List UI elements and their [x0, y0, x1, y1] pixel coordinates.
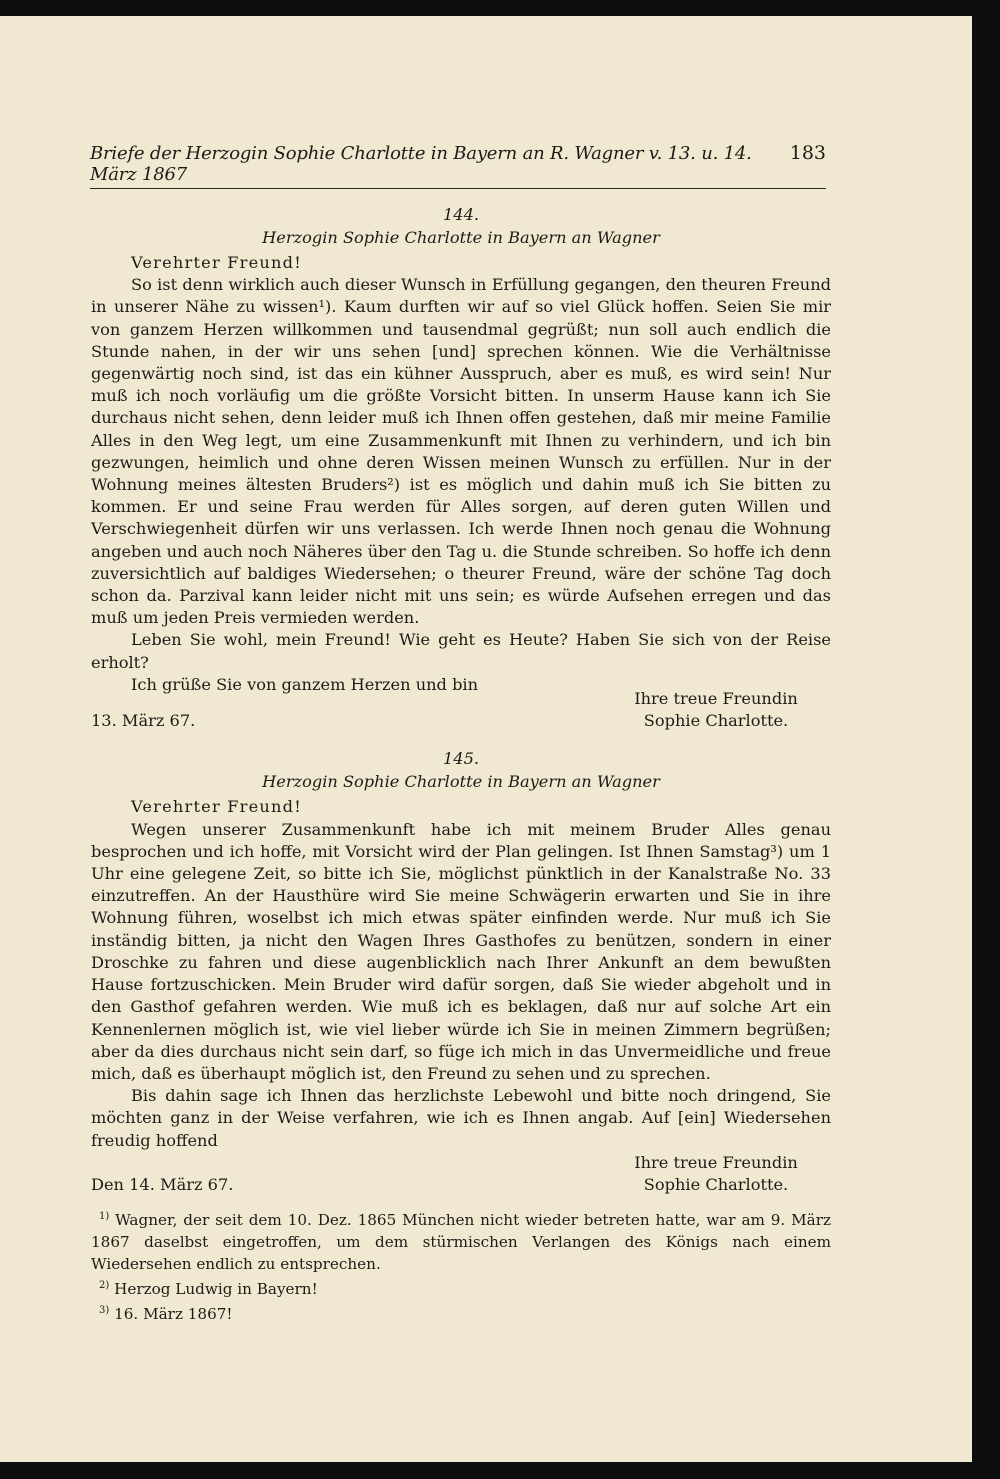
letter-body: Wegen unserer Zusammenkunft habe ich mit meinem Bruder Alles genau besprochen und ich hoffe, mit Vorsicht wird der Plan gelingen. Ist Ihnen Samstag³) um 1 Uhr eine gelegene Zeit, so bitte ich Sie, möglichst pünktlich in der Kanalstraße No. 33 einzutreffen. An der Hausthüre wird Sie meine Schwägerin erwarten und Sie in ihre Wohnung führen, woselbst ich mich etwas später einfinden werde. Nur muß ich Sie inständig bitten, ja nicht den Wagen Ihres Gasthofes zu benützen, sondern in einer Droschke zu fahren und diese augenblicklich nach Ihrer Ankunft an dem bewußten Hause fortzuschicken. Mein Bruder wird dafür sorgen, daß Sie wieder abgeholt und in den Gasthof gefahren werden. Wie muß ich es beklagen, daß nur auf solche Art ein Kennenlernen möglich ist, wie viel lieber würde ich Sie in meinen Zimmern begrüßen; aber da dies durchaus nicht sein darf, so füge ich mich in das Unvermeidliche und freue mich, daß es überhaupt möglich ist, den Freund zu sehen und zu sprechen.	[91, 819, 831, 1083]
footnote-mark: 1)	[99, 1211, 110, 1223]
letter-144	[91, 204, 831, 732]
letter-number: 145.	[442, 749, 480, 769]
letter-heading: Herzogin Sophie Charlotte in Bayern an Wagner	[262, 228, 660, 247]
letter-body: So ist denn wirklich auch dieser Wunsch in Erfüllung gegangen, den theuren Freund in unserer Nähe zu wissen¹). Kaum durften wir auf so viel Glück hoffen. Seien Sie mir von ganzem Herzen willkommen und tausendmal gegrüßt; nun soll auch endlich die Stunde nahen, in der wir uns sehen [und] sprechen können. Wie die Verhältnisse gegenwärtig noch sind, ist das ein kühner Ausspruch, aber es muß, es wird sein! Nur muß ich noch vorläufig um die größte Vorsicht bitten. In unserm Hause kann ich Sie durchaus nicht sehen, denn leider muß ich Ihnen offen gestehen, daß mir meine Familie Alles in den Weg legt, um eine Zusammenkunft mit Ihnen zu verhindern, und ich bin gezwungen, heimlich und ohne deren Wissen meinen Wunsch zu erfüllen. Nur in der Wohnung meines ältesten Bruders²) ist es möglich und dahin muß ich Sie bitten zu kommen. Er und seine Frau werden für Alles sorgen, auf deren guten Willen und Verschwiegenheit dürfen wir uns verlassen. Ich werde Ihnen noch genau die Wohnung angeben und auch noch Näheres über den Tag u. die Stunde schreiben. So hoffe ich denn zuversichtlich auf baldiges Wiedersehen; o theurer Freund, wäre der schöne Tag doch schon da. Parzival kann leider nicht mit uns sein; es würde Aufsehen erregen und das muß um jeden Preis vermieden werden.	[91, 275, 831, 628]
page-sheet	[0, 16, 972, 1462]
signature-line: Ihre treue Freundin	[634, 1152, 798, 1172]
signature-name: Sophie Charlotte.	[643, 711, 789, 731]
date-signature-row	[91, 689, 831, 732]
letter-145	[91, 748, 831, 1196]
running-title: Briefe der Herzogin Sophie Charlotte in Bayern an R. Wagner v. 13. u. 14. März 1867	[90, 143, 752, 185]
salutation: Verehrter Freund!	[131, 797, 302, 817]
letter-heading: Herzogin Sophie Charlotte in Bayern an Wagner	[262, 772, 660, 792]
page-number: 183	[789, 142, 826, 164]
letter-date: 13. März 67.	[91, 711, 196, 731]
footnote-2	[91, 1275, 831, 1300]
letter-number: 144.	[442, 205, 480, 224]
footnote-1	[91, 1206, 831, 1275]
signoff	[91, 674, 831, 696]
signature	[601, 1152, 831, 1196]
footnote-text: Herzog Ludwig in Bayern!	[114, 1280, 318, 1299]
footnote-mark: 2)	[99, 1280, 110, 1292]
greeting: Ich grüße Sie von ganzem Herzen und bin	[131, 674, 479, 694]
footnotes	[91, 1206, 831, 1325]
signature-line: Ihre treue Freundin	[634, 689, 798, 709]
letter-closing: Leben Sie wohl, mein Freund! Wie geht es Heute? Haben Sie sich von der Reise erholt?	[91, 630, 831, 672]
running-header	[90, 142, 826, 189]
salutation: Verehrter Freund!	[131, 253, 302, 272]
date-signature-row	[91, 1152, 831, 1196]
footnote-text: Wagner, der seit dem 10. Dez. 1865 München nicht wieder betreten hatte, war am 9. März 1867 daselbst eingetroffen, um dem stürmischen Verlangen des Königs nach einem Wiedersehen endlich zu entsprechen.	[91, 1211, 831, 1274]
letter-closing: Bis dahin sage ich Ihnen das herzlichste Lebewohl und bitte noch dringend, Sie möchten ganz in der Weise verfahren, wie ich es Ihnen angab. Auf [ein] Wiedersehen freudig hoffend	[91, 1086, 831, 1150]
signature-name: Sophie Charlotte.	[643, 1174, 789, 1194]
footnote-3	[91, 1300, 831, 1325]
page-content	[91, 204, 831, 1325]
footnote-mark: 3)	[99, 1305, 110, 1317]
footnote-text: 16. März 1867!	[114, 1305, 233, 1324]
letter-date: Den 14. März 67.	[91, 1174, 234, 1194]
